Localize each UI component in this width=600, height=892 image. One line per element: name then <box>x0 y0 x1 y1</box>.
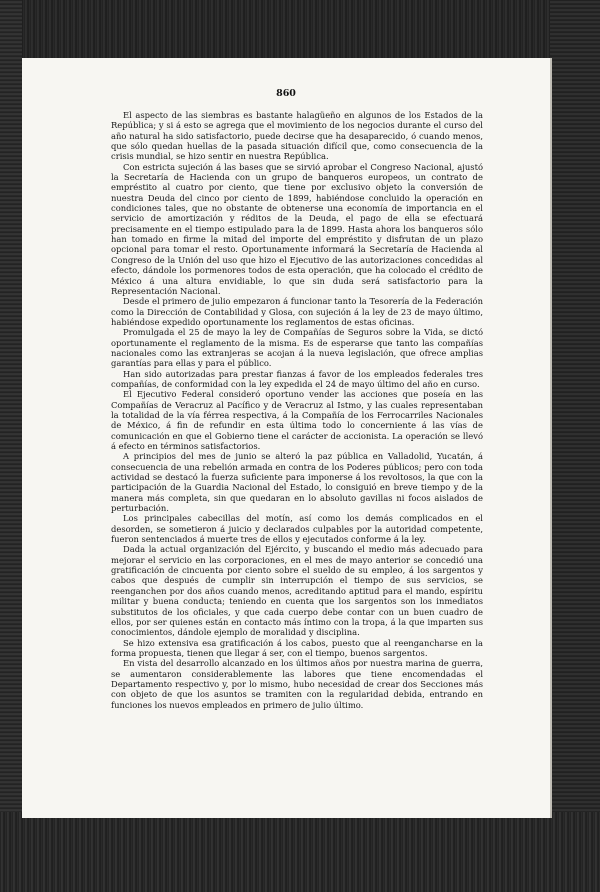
page-number: 860 <box>276 88 296 99</box>
paragraph: A principios del mes de junio se alteró la paz pública en Valladolid, Yucatán, á consecuencia de una rebelión armada en contra de los Poderes públicos; pero con toda actividad se destacó la fuerza suficiente para imponerse á los revoltosos, la que con la participación de la Guardia Nacional del Estado, lo consiguió en breve tiempo y de la manera más completa, sin que quedaran en lo absoluto gavillas ni focos aislados de perturbación. <box>111 451 483 514</box>
paragraph: Desde el primero de julio empezaron á funcionar tanto la Tesorería de la Federación como la Dirección de Contabilidad y Glosa, con sujeción á la ley de 23 de mayo último, habiéndose expedido oportunamente los reglamentos de estas oficinas. <box>111 296 483 327</box>
paragraph: En vista del desarrollo alcanzado en los últimos años por nuestra marina de guerra, se aumentaron considerablemente las labores que tiene encomendadas el Departamento respectivo y, por lo mismo, hubo necesidad de crear dos Secciones más con objeto de que los asuntos se tramiten con la regularidad debida, entrando en funciones los nuevos empleados en primero de julio último. <box>111 658 483 710</box>
scan-border-bottom <box>0 812 600 892</box>
scan-border-right <box>550 0 600 892</box>
body-text <box>111 110 483 710</box>
paragraph: El aspecto de las siembras es bastante halagüeño en algunos de los Estados de la República; y si á esto se agrega que el movimiento de los negocios durante el curso del año natural ha sido satisfactorio, puede decirse que ha desaparecido, ó cuando menos, que sólo quedan huellas de la pasada situación difícil que, como consecuencia de la crisis mundial, se hizo sentir en nuestra República. <box>111 110 483 162</box>
paragraph: Promulgada el 25 de mayo la ley de Compañías de Seguros sobre la Vida, se dictó oportunamente el reglamento de la misma. Es de esperarse que tanto las compañías nacionales como las extranjeras se acojan á la nueva legislación, que ofrece amplias garantías para ellas y para el público. <box>111 327 483 369</box>
document-page <box>22 58 550 818</box>
paragraph: Los principales cabecillas del motín, así como los demás complicados en el desorden, se sometieron á juicio y declarados culpables por la autoridad competente, fueron sentenciados á muerte tres de ellos y ejecutados conforme á la ley. <box>111 513 483 545</box>
scan-border-left <box>0 0 22 892</box>
paragraph: Han sido autorizadas para prestar fianzas á favor de los empleados federales tres compañías, de conformidad con la ley expedida el 24 de mayo último del año en curso. <box>111 368 483 389</box>
paragraph: Dada la actual organización del Ejército, y buscando el medio más adecuado para mejorar el servicio en las corporaciones, en el mes de mayo anterior se concedió una gratificación de cincuenta por ciento sobre el sueldo de su empleo, á los sargentos y cabos que después de cumplir sin interrupción el tiempo de sus servicios, se reenganchen por dos años cuando menos, acreditando aptitud para el mando, espíritu militar y buena conducta; teniendo en cuenta que los sargentos son los inmediatos substitutos de los oficiales, y que cada cuerpo debe contar con un buen cuadro de ellos, por ser quienes están en contacto más íntimo con la tropa, á la que imparten sus conocimientos, dándole ejemplo de moralidad y disciplina. <box>111 544 483 638</box>
paragraph: El Ejecutivo Federal consideró oportuno vender las acciones que poseía en las Compañías de Veracruz al Pacífico y de Veracruz al Istmo, y las cuales representaban la totalidad de la vía férrea respectiva, á la Compañía de los Ferrocarriles Nacionales de México, á fin de refundir en esta última todo lo concerniente á las vías de comunicación en que el Gobierno tiene el carácter de accionista. La operación se llevó á efecto en términos satisfactorios. <box>111 389 483 451</box>
paragraph: Con estricta sujeción á las bases que se sirvió aprobar el Congreso Nacional, ajustó la Secretaría de Hacienda con un grupo de banqueros europeos, un contrato de empréstito al cuatro por ciento, que tiene por exclusivo objeto la conversión de nuestra Deuda del cinco por ciento de 1899, habiéndose concluido la operación en condiciones tales, que no obstante de obtenerse una economía de importancia en el servicio de amortización y réditos de la Deuda, el pago de ella se efectuará precisamente en el tiempo estipulado para la de 1899. Hasta ahora los banqueros sólo han tomado en firme la mitad del importe del empréstito y disfrutan de un plazo opcional para tomar el resto. Oportunamente informará la Secretaría de Hacienda al Congreso de la Unión del uso que hizo el Ejecutivo de las autorizaciones concedidas al efecto, dándole los pormenores todos de esta operación, que ha colocado el crédito de México á una altura envidiable, lo que sin duda será satisfactorio para la Representación Nacional. <box>111 161 483 296</box>
paragraph: Se hizo extensiva esa gratificación á los cabos, puesto que al reengancharse en la forma propuesta, tienen que llegar á ser, con el tiempo, buenos sargentos. <box>111 637 483 658</box>
